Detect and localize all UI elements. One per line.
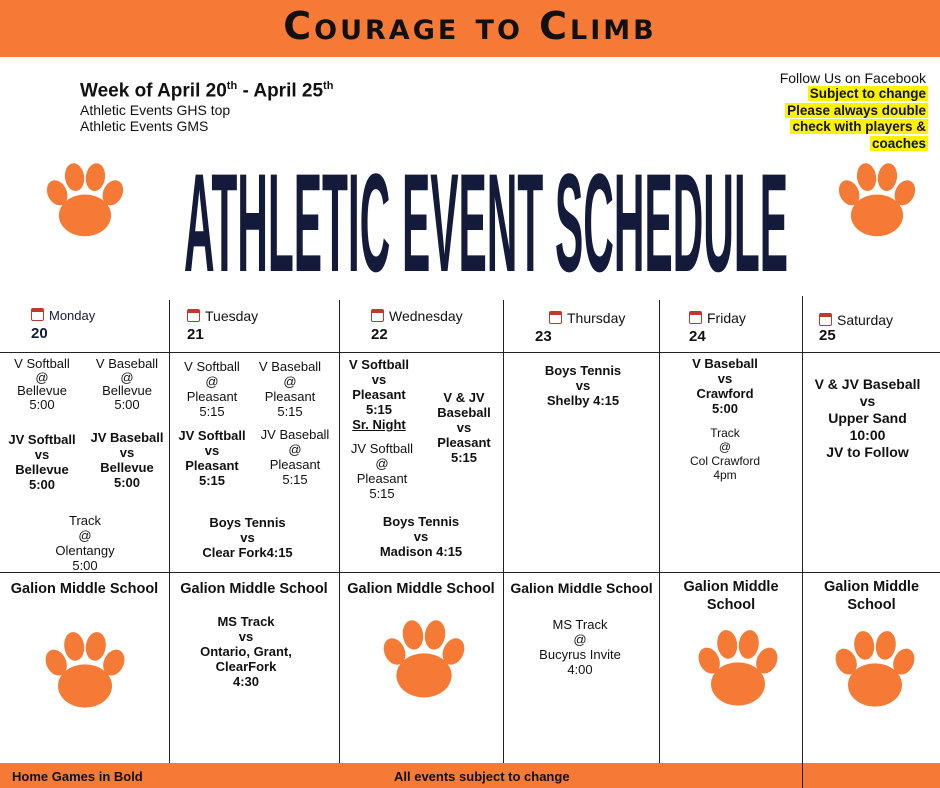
- gms-caption: Athletic Events GMS: [80, 118, 209, 134]
- thu-boys-tennis: Boys Tennis vs Shelby 4:15: [544, 363, 622, 408]
- column-divider: [503, 300, 504, 763]
- mon-v-baseball: V Baseball @ Bellevue 5:00: [95, 356, 159, 412]
- calendar-icon: [187, 309, 200, 322]
- day-wednesday-num: 22: [371, 326, 388, 343]
- wed-varsity-jv-baseball: V & JV Baseball vs Pleasant 5:15: [437, 390, 491, 465]
- day-monday-num: 20: [31, 325, 48, 342]
- calendar-icon: [689, 311, 702, 324]
- calendar-icon: [819, 313, 832, 326]
- sat-baseball: V & JV Baseball vs Upper Sand 10:00 JV to Follow: [814, 376, 921, 460]
- page-title-text: ATHLETIC EVENT SCHEDULE: [184, 144, 788, 280]
- tue-ms-track: MS Track vs Ontario, Grant, ClearFork 4:30: [200, 614, 292, 689]
- paw-icon-fri: [693, 624, 783, 708]
- tue-boys-tennis: Boys Tennis vs Clear Fork4:15: [202, 515, 293, 560]
- tue-v-softball: V Softball @ Pleasant 5:15: [184, 359, 240, 419]
- day-friday-num: 24: [689, 328, 706, 345]
- header-divider: [0, 352, 940, 353]
- paw-icon-right: [832, 158, 922, 238]
- gms-label-thu: Galion Middle School: [510, 580, 653, 596]
- column-divider: [169, 300, 170, 763]
- gms-label-tue: Galion Middle School: [180, 581, 328, 597]
- ghs-caption: Athletic Events GHS top: [80, 102, 231, 118]
- paw-icon-left: [40, 158, 130, 238]
- fri-track: Track @ Col Crawford 4pm: [689, 426, 761, 482]
- day-tuesday-num: 21: [187, 326, 204, 343]
- thu-ms-track: MS Track @ Bucyrus Invite 4:00: [539, 617, 621, 677]
- day-wednesday: Wednesday: [371, 308, 463, 324]
- day-saturday: Saturday: [819, 312, 893, 328]
- calendar-icon: [31, 308, 44, 321]
- mon-jv-softball: JV Softball vs Bellevue 5:00: [8, 432, 76, 492]
- paw-icon-sat: [830, 625, 920, 709]
- footer-home-games: Home Games in Bold: [12, 769, 143, 784]
- day-thursday: Thursday: [549, 310, 625, 326]
- day-saturday-num: 25: [819, 327, 836, 344]
- gms-label-mon: Galion Middle School: [10, 581, 159, 597]
- day-monday: Monday: [31, 308, 95, 323]
- day-friday: Friday: [689, 310, 746, 326]
- mon-track: Track @ Olentangy 5:00: [55, 513, 115, 573]
- gms-label-fri: Galion Middle School: [683, 579, 779, 613]
- change-notice: Subject to change Please always double check with players & coaches: [787, 86, 926, 151]
- mon-v-softball: V Softball @ Bellevue 5:00: [14, 356, 70, 412]
- gms-divider: [0, 572, 940, 573]
- tue-jv-baseball: JV Baseball @ Pleasant 5:15: [260, 427, 330, 487]
- column-divider: [802, 763, 803, 788]
- paw-icon-mon: [40, 625, 130, 711]
- paw-icon-wed: [378, 614, 470, 700]
- calendar-icon: [371, 309, 384, 322]
- day-tuesday: Tuesday: [187, 308, 258, 324]
- calendar-icon: [549, 311, 562, 324]
- tue-v-baseball: V Baseball @ Pleasant 5:15: [258, 359, 322, 419]
- facebook-link[interactable]: Follow Us on Facebook: [779, 70, 926, 86]
- gms-label-sat: Galion Middle School: [823, 579, 920, 613]
- week-range: Week of April 20th - April 25th: [80, 80, 334, 102]
- page-title: [183, 140, 789, 280]
- column-divider: [659, 300, 660, 763]
- fri-v-baseball: V Baseball vs Crawford 5:00: [692, 356, 758, 416]
- gms-label-wed: Galion Middle School: [347, 581, 495, 597]
- wed-boys-tennis: Boys Tennis vs Madison 4:15: [379, 514, 463, 559]
- mon-jv-baseball: JV Baseball vs Bellevue 5:00: [90, 430, 164, 490]
- tue-jv-softball: JV Softball vs Pleasant 5:15: [178, 428, 246, 488]
- column-divider: [802, 296, 803, 788]
- wed-jv-softball: JV Softball @ Pleasant 5:15: [350, 441, 414, 501]
- banner-title: Courage to Climb: [283, 4, 657, 48]
- day-thursday-num: 23: [535, 328, 552, 345]
- footer-disclaimer: All events subject to change: [394, 769, 570, 784]
- wed-v-softball: V Softball vs Pleasant 5:15 Sr. Night: [349, 357, 409, 432]
